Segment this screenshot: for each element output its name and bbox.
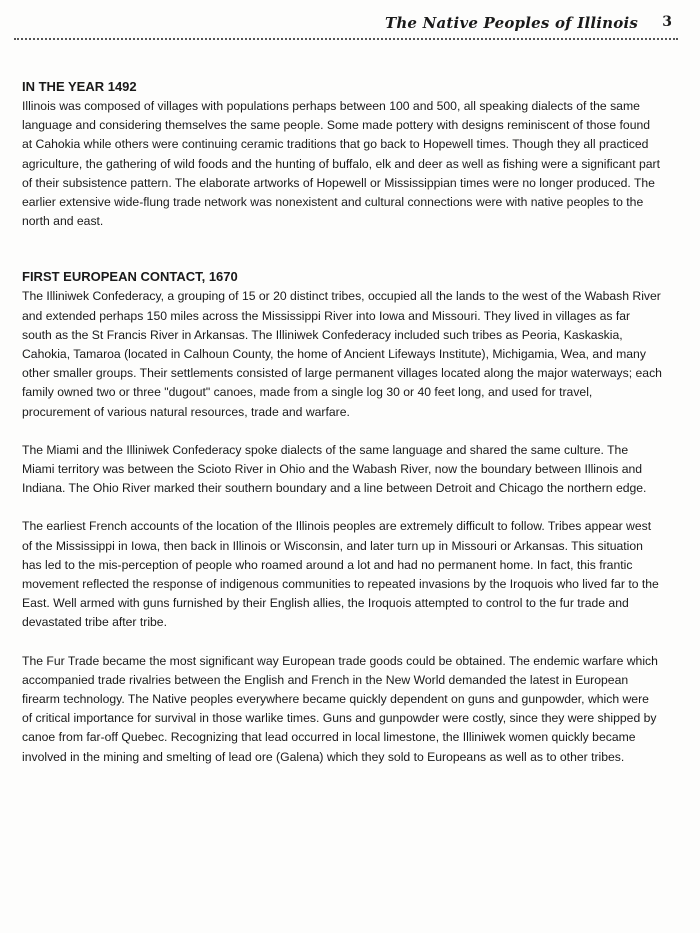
paragraph: The Miami and the Illiniwek Confederacy spoke dialects of the same language and shared the same culture. The Miami territory was between the Scioto River in Ohio and the Wabash River, now the boundary between Illinois and Indiana. The Ohio River marked their southern boundary and a line between Detroit and Chicago the northern edge. (22, 442, 647, 496)
section-first-european-contact (22, 268, 662, 766)
paragraph: Illinois was composed of villages with populations perhaps between 100 and 500, all speaking dialects of the same language and considering themselves the same people. Some made pottery with designs reminiscent of those found at Cahokia while others were continuing ceramic traditions that go back to Hopewell times. Though they all practiced agriculture, the gathering of wild foods and the hunting of buffalo, elk and deer as well as fishing were a significant part of their subsistence pattern. The elaborate artworks of Hopewell or Mississippian times were no longer produced. The earlier extensive wide-flung trade network was nonexistent and cultural connections were with native peoples to the north and east. (22, 99, 660, 229)
section-year-1492 (22, 78, 662, 231)
header-divider (14, 38, 678, 40)
section-heading: FIRST EUROPEAN CONTACT, 1670 (22, 269, 238, 285)
paragraph: The Fur Trade became the most significant way European trade goods could be obtained. The endemic warfare which accompanied trade rivalries between the English and French in the New World demanded the latest in European firearm technology. The Native peoples everywhere became quickly dependent on guns and gunpowder, which were of critical importance for survival in those warlike times. Guns and gunpowder were costly, since they were shipped by canoe from far-off Quebec. Recognizing that lead occurred in local limestone, the Illiniwek women quickly became involved in the mining and smelting of lead ore (Galena) which they sold to Europeans as well as to other tribes. (22, 653, 658, 764)
document-body (22, 78, 662, 767)
running-title: The Native Peoples of Illinois (384, 14, 638, 32)
page-header (14, 10, 678, 40)
section-heading: IN THE YEAR 1492 (22, 79, 137, 94)
paragraph: The earliest French accounts of the location of the Illinois peoples are extremely difficult to follow. Tribes appear west of the Mississippi in Iowa, then back in Illinois or Wisconsin, and later turn up in Missouri or Arkansas. This situation has led to the mis-perception of people who roamed around a lot and had no permanent home. In fact, this frantic movement reflected the response of indigenous communities to repeated invasions by the Iroquois who lived far to the East. Well armed with guns furnished by their English allies, the Iroquois attempted to control to the fur trade and devastated tribe after tribe. (22, 519, 659, 630)
page-number: 3 (662, 14, 672, 30)
paragraph: The Illiniwek Confederacy, a grouping of 15 or 20 distinct tribes, occupied all the lands to the west of the Wabash River and extended perhaps 150 miles across the Mississippi River into Iowa and Missouri. They lived in villages as far south as the St Francis River in Arkansas. The Illiniwek Confederacy included such tribes as Peoria, Kaskaskia, Cahokia, Tamaroa (located in Calhoun County, the home of Ancient Lifeways Institute), Michigamia, Wea, and many other smaller groups. Their settlements consisted of large permanent villages located along the major waterways; each family owned two or three "dugout" canoes, made from a single log 30 or 40 feet long, and used for travel, procurement of various natural resources, trade and warfare. (22, 289, 662, 419)
